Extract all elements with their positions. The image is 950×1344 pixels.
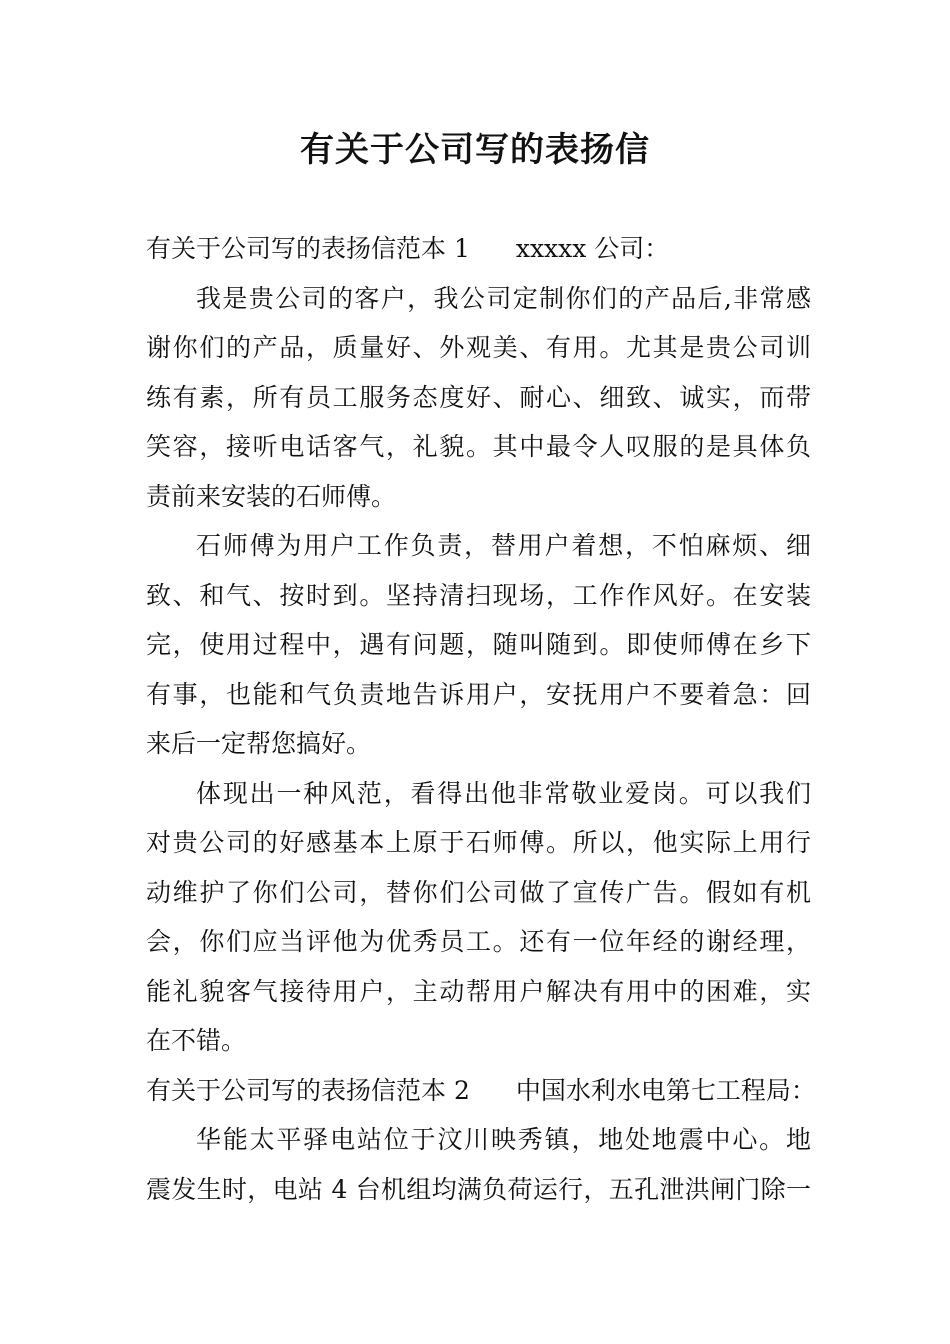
paragraph-line: 笑容，接听电话客气，礼貌。其中最令人叹服的是具体负 [146,432,811,461]
paragraph-line: 谢你们的产品，质量好、外观美、有用。尤其是贵公司训 [146,333,811,362]
document-body [146,224,816,1214]
paragraph-line: 会，你们应当评他为优秀员工。还有一位年经的谢经理， [146,927,811,956]
section-heading-line [146,224,811,274]
paragraph-line: 练有素，所有员工服务态度好、耐心、细致、诚实，而带 [146,382,811,412]
paragraph-line: 致、和气、按时到。坚持清扫现场，工作作风好。在安装 [146,580,811,610]
paragraph-line: 体现出一种风范，看得出他非常敬业爱岗。可以我们 [196,778,811,808]
paragraph-line: 能礼貌客气接待用户，主动帮用户解决有用中的困难，实 [146,976,811,1006]
salutation: xxxxx 公司： [515,234,670,263]
section-heading: 有关于公司写的表扬信范本 2 [146,1075,470,1105]
paragraph-line: 动维护了你们公司，替你们公司做了宣传广告。假如有机 [146,877,811,907]
paragraph-line: 责前来安装的石师傅。 [146,481,397,511]
paragraph-line: 震发生时，电站 4 台机组均满负荷运行，五孔泄洪闸门除一 [146,1174,811,1204]
paragraph-line: 有事，也能和气负责地告诉用户，安抚用户不要着急：回 [146,679,811,709]
document-title: 有关于公司写的表扬信 [300,130,650,170]
paragraph-line: 完，使用过程中，遇有问题，随叫随到。即使师傅在乡下 [146,630,811,659]
paragraph-line: 石师傅为用户工作负责，替用户着想，不怕麻烦、细 [196,531,811,560]
paragraph-line: 我是贵公司的客户，我公司定制你们的产品后,非常感 [196,283,811,313]
paragraph-line: 华能太平驿电站位于汶川映秀镇，地处地震中心。地 [196,1125,811,1154]
paragraph-line: 在不错。 [146,1026,247,1055]
section-heading: 有关于公司写的表扬信范本 1 [146,234,470,263]
paragraph-line: 来后一定帮您搞好。 [146,729,372,758]
salutation: 中国水利水电第七工程局： [515,1075,816,1105]
section-heading-line [146,1066,816,1116]
paragraph-line: 对贵公司的好感基本上原于石师傅。所以，他实际上用行 [146,828,811,857]
